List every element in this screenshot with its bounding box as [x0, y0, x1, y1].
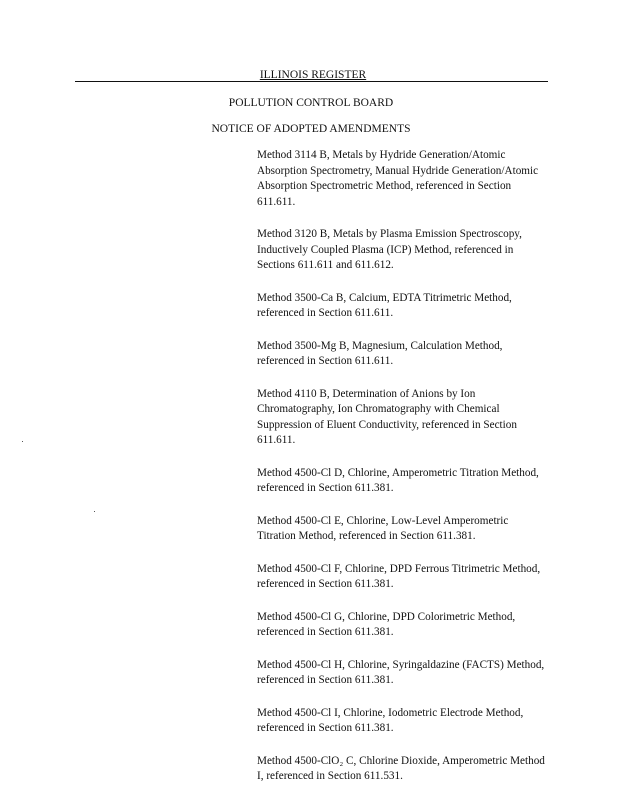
notice-title: NOTICE OF ADOPTED AMENDMENTS: [211, 123, 411, 135]
method-entry: Method 4500-Cl I, Chlorine, Iodometric Electrode Method, referenced in Section 611.381.: [257, 706, 524, 734]
method-entry: Method 4500-ClO₂ C, Chlorine Dioxide, Amperometric Method I, referenced in Section 611.531.: [257, 754, 545, 782]
scan-speck: [94, 511, 95, 512]
register-title: ILLINOIS REGISTER: [259, 69, 367, 81]
method-entry: Method 4500-Cl F, Chlorine, DPD Ferrous Titrimetric Method, referenced in Section 611.381.: [257, 562, 541, 590]
method-entry: Method 3120 B, Metals by Plasma Emission Spectroscopy, Inductively Coupled Plasma (ICP) Method, referenced in Sections 611.611 and 611.612.: [257, 228, 522, 271]
scan-speck: [22, 441, 23, 442]
method-entry: Method 4500-Cl H, Chlorine, Syringaldazine (FACTS) Method, referenced in Section 611.381.: [257, 658, 545, 686]
method-list: [257, 148, 549, 802]
method-entry: Method 3500-Ca B, Calcium, EDTA Titrimetric Method, referenced in Section 611.611.: [257, 291, 512, 319]
method-entry: Method 3114 B, Metals by Hydride Generation/Atomic Absorption Spectrometry, Manual Hydride Generation/Atomic Absorption Spectrometric Method, referenced in Section 611.611.: [257, 149, 539, 208]
method-entry: Method 4500-Cl E, Chlorine, Low-Level Amperometric Titration Method, referenced in Section 611.381.: [257, 514, 509, 542]
method-entry: Method 3500-Mg B, Magnesium, Calculation Method, referenced in Section 611.611.: [257, 339, 503, 367]
method-entry: Method 4110 B, Determination of Anions by Ion Chromatography, Ion Chromatography with Chemical Suppression of Eluent Conductivity, referenced in Section 611.611.: [257, 387, 517, 446]
board-title: POLLUTION CONTROL BOARD: [228, 97, 394, 109]
method-entry: Method 4500-Cl D, Chlorine, Amperometric Titration Method, referenced in Section 611.381.: [257, 466, 539, 494]
method-entry: Method 4500-Cl G, Chlorine, DPD Colorimetric Method, referenced in Section 611.381.: [257, 610, 516, 638]
